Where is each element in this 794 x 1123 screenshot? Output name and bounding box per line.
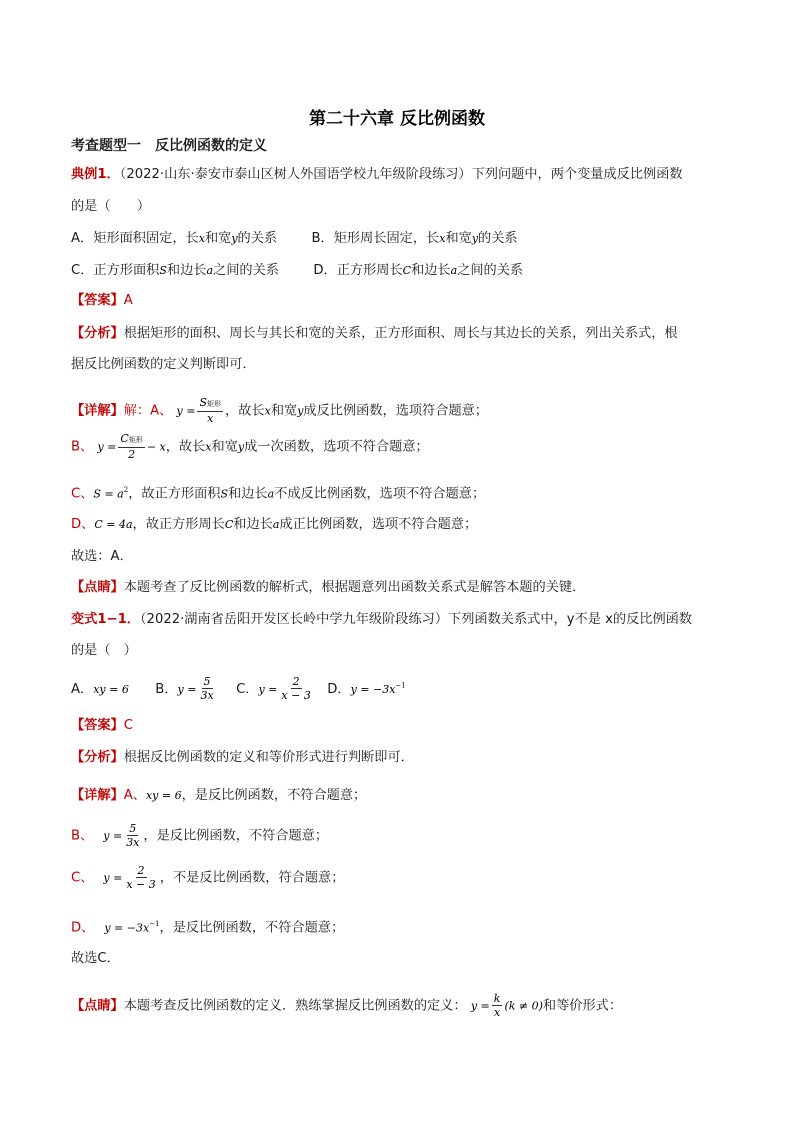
variant1-selection: 故选C． — [71, 951, 120, 966]
variant1-options — [71, 675, 754, 707]
fraction-C-over-2: $\frac{\text{C矩形}}{2}$ — [120, 432, 143, 461]
example1-options-cd — [71, 262, 754, 280]
example1-options-ab — [71, 230, 754, 248]
variant1-detail-b: B、 y = $\frac{5}{3x}$ ，是反比例函数，不符合题意； — [71, 822, 329, 849]
variant1-question-line1: 变式1−1．（2022·湖南省岳阳开发区长岭中学九年级阶段练习）下列函数关系式中，y不是 x的反比例函数 — [71, 612, 693, 627]
example1-answer: 【答案】A — [71, 293, 133, 308]
variant1-question-line2: 的是（ ） — [71, 643, 137, 658]
variant-option-d: D．$y = -3x^{-1}$ — [327, 681, 406, 697]
section-heading: 考查题型一 反比例函数的定义 — [71, 138, 267, 154]
example1-analysis-line1: 【分析】根据矩形的面积、周长与其长和宽的关系，正方形面积、周长与其边长的关系，列出关系式，根 — [71, 326, 678, 341]
example1-selection: 故选：A． — [71, 549, 133, 564]
example1-analysis-line2: 据反比例函数的定义判断即可． — [71, 357, 256, 372]
variant1-tag: 变式1−1． — [71, 612, 140, 627]
example1-tip: 【点睛】本题考查了反比例函数的解析式，根据题意列出函数关系式是解答本题的关键． — [71, 580, 586, 595]
option-a: A．矩形面积固定，长x和宽y的关系 — [71, 231, 278, 246]
example1-detail-a: 【详解】解：A、 y = $\frac{\text{S矩形}}{x}$ ，故长x和宽y成反比例函数，选项符合题意； — [71, 396, 489, 425]
variant1-tip: 【点睛】本题考查反比例函数的定义．熟练掌握反比例函数的定义： y = $\frac{k}{x}$ (k ≠ 0)和等价形式： — [71, 992, 623, 1019]
example1-detail-b: B、 y = $\frac{\text{C矩形}}{2}$ − x，故长x和宽y成一次函数，选项不符合题意； — [71, 432, 429, 461]
variant1-detail-c: C、 y = $\frac{2}{x - 3}$ ，不是反比例函数，符合题意； — [71, 864, 345, 891]
option-d: D．正方形周长C和边长a之间的关系 — [313, 263, 524, 278]
variant1-detail-d: D、 $y = -3x^{-1}$，是反比例函数，不符合题意； — [71, 920, 345, 936]
example1-tag: 典例1． — [71, 167, 120, 182]
example1-source: （2022·山东·泰安市泰山区树人外国语学校九年级阶段练习）下列问题中，两个变量成反比例函数 — [119, 167, 683, 182]
chapter-title: 第二十六章 反比例函数 — [309, 109, 485, 129]
variant-option-a: A．xy = 6 — [71, 681, 129, 697]
variant1-analysis: 【分析】根据反比例函数的定义和等价形式进行判断即可． — [71, 750, 414, 765]
variant1-answer: 【答案】C — [71, 718, 133, 733]
variant-option-c: C．y = $\frac{2}{x - 3}$ — [236, 675, 311, 702]
option-b: B．矩形周长固定，长x和宽y的关系 — [311, 231, 518, 246]
example1-detail-c: C、$S = a^2$，故正方形面积S和边长a不成反比例函数，选项不符合题意； — [71, 486, 486, 502]
variant-option-b: B．y = $\frac{5}{3x}$ — [155, 675, 214, 702]
example1-question-line2: 的是（ ） — [71, 199, 151, 214]
fraction-S-over-x: $\frac{\text{S矩形}}{x}$ — [199, 396, 222, 425]
example1-question-line1 — [71, 166, 754, 184]
example1-detail-d: D、C = 4a，故正方形周长C和边长a成正比例函数，选项不符合题意； — [71, 517, 478, 532]
option-c: C．正方形面积S和边长a之间的关系 — [71, 263, 279, 278]
variant1-detail-a: 【详解】A、xy = 6，是反比例函数，不符合题意； — [71, 788, 367, 803]
